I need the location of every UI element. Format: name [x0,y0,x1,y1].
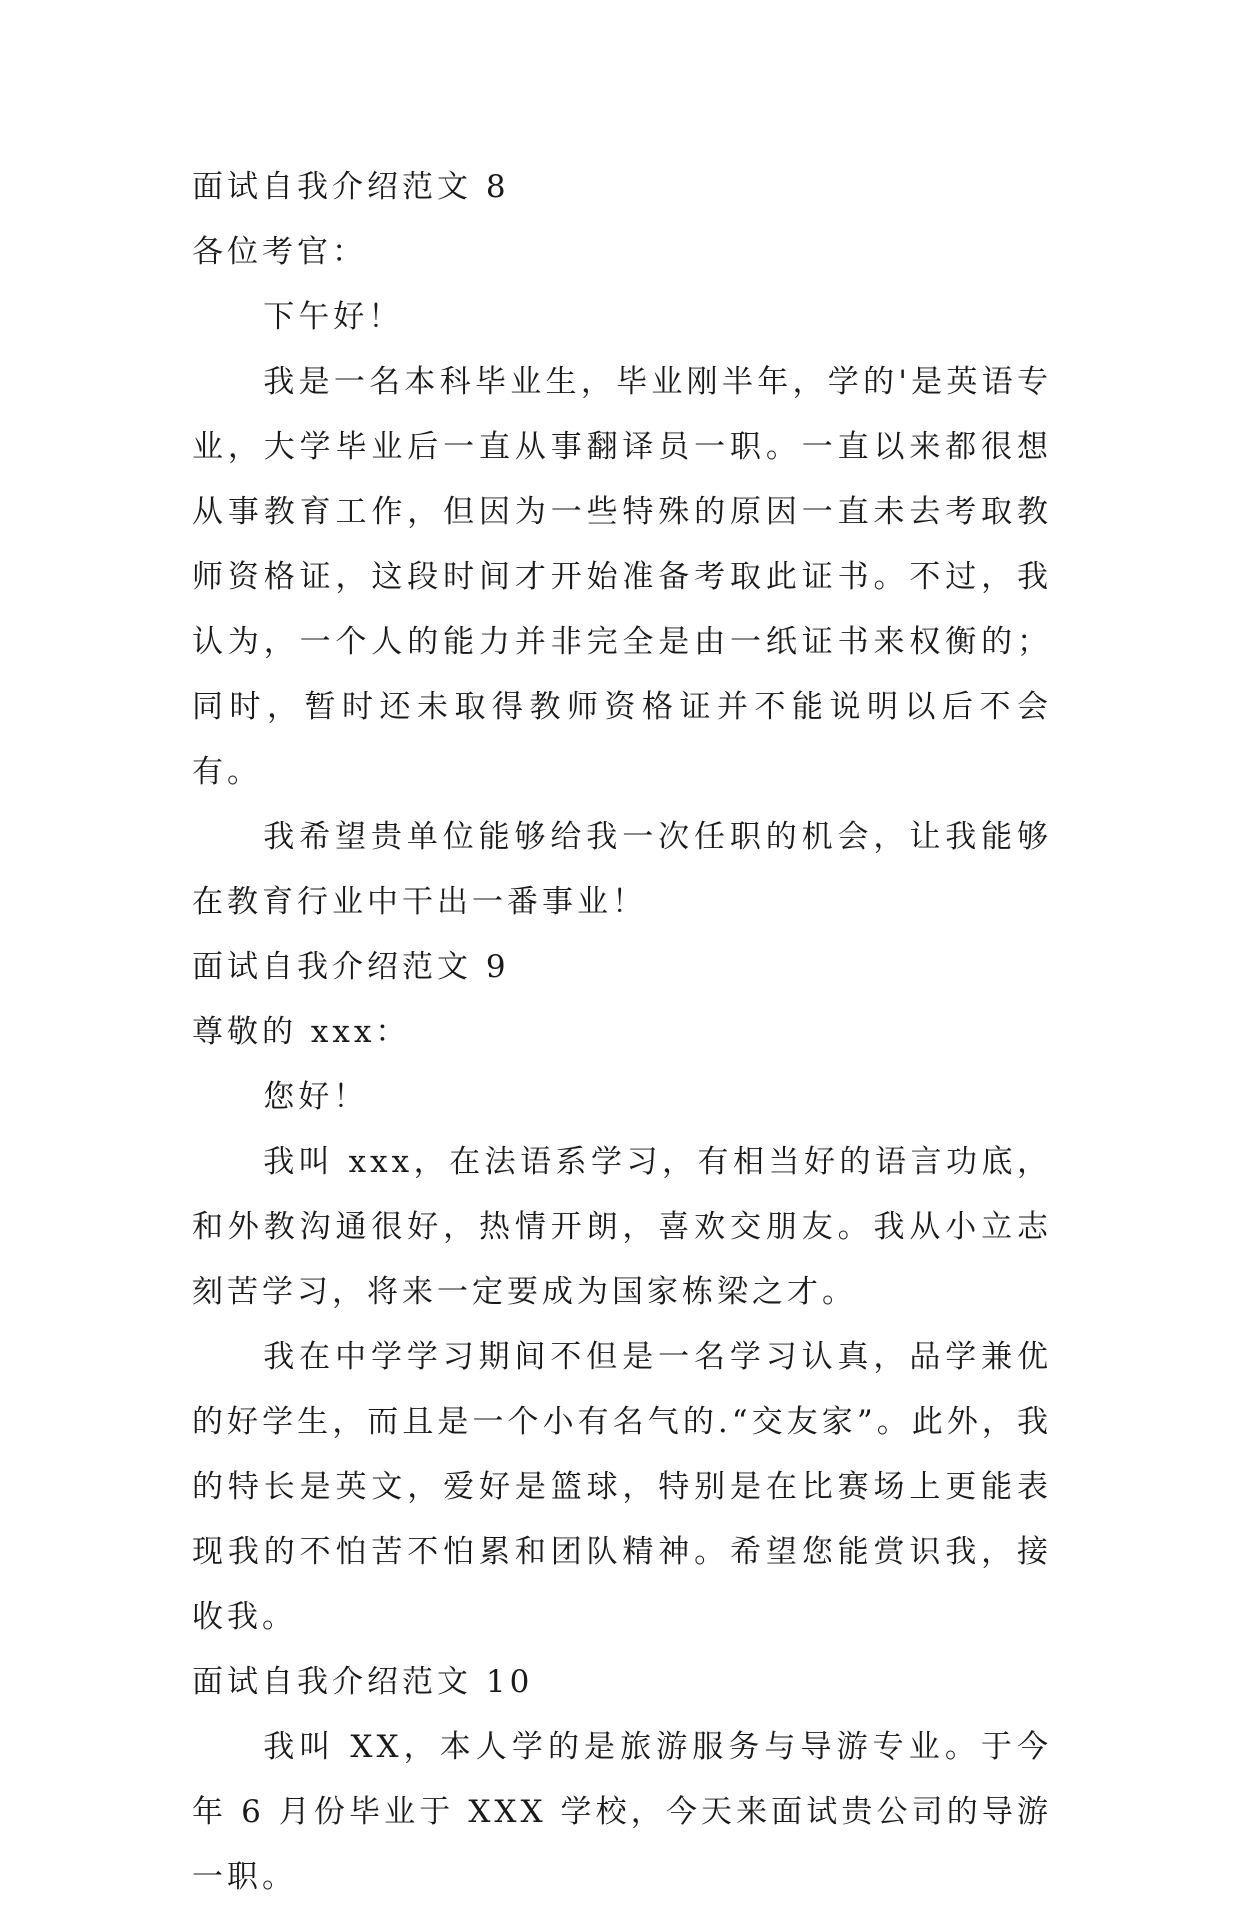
paragraph-background: 我是一名本科毕业生，毕业刚半年，学的'是英语专业，大学毕业后一直从事翻译员一职。一直以来都很想从事教育工作，但因为一些特殊的原因一直未去考取教师资格证，这段时间才开始准备考取此证书。不过，我认为，一个人的能力并非完全是由一纸证书来权衡的；同时，暂时还未取得教师资格证并不能说明以后不会有。 [192,364,1052,790]
document-body [192,155,1052,1910]
paragraph-middle-school: 我在中学学习期间不但是一名学习认真，品学兼优的好学生，而且是一个小有名气的.“交友家”。此外，我的特长是英文，爱好是篮球，特别是在比赛场上更能表现我的不怕苦不怕累和团队精神。希望您能赏识我，接收我。 [192,1339,1052,1635]
paragraph-french: 我叫 xxx，在法语系学习，有相当好的语言功底，和外教沟通很好，热情开朗，喜欢交朋友。我从小立志刻苦学习，将来一定要成为国家栋梁之才。 [192,1144,1052,1310]
greeting-hello: 您好！ [263,1079,369,1115]
section-heading-10: 面试自我介绍范文 10 [192,1664,534,1700]
salutation-respected: 尊敬的 xxx： [192,1014,411,1050]
salutation-examiners: 各位考官： [192,234,367,270]
paragraph-wish: 我希望贵单位能够给我一次任职的机会，让我能够在教育行业中干出一番事业！ [192,819,1052,920]
paragraph-tourism: 我叫 XX，本人学的是旅游服务与导游专业。于今年 6 月份毕业于 XXX 学校，今天来面试贵公司的导游一职。 [192,1729,1052,1895]
section-heading-9: 面试自我介绍范文 9 [192,949,510,985]
section-heading-8: 面试自我介绍范文 8 [192,169,510,205]
greeting-afternoon: 下午好！ [263,299,404,335]
